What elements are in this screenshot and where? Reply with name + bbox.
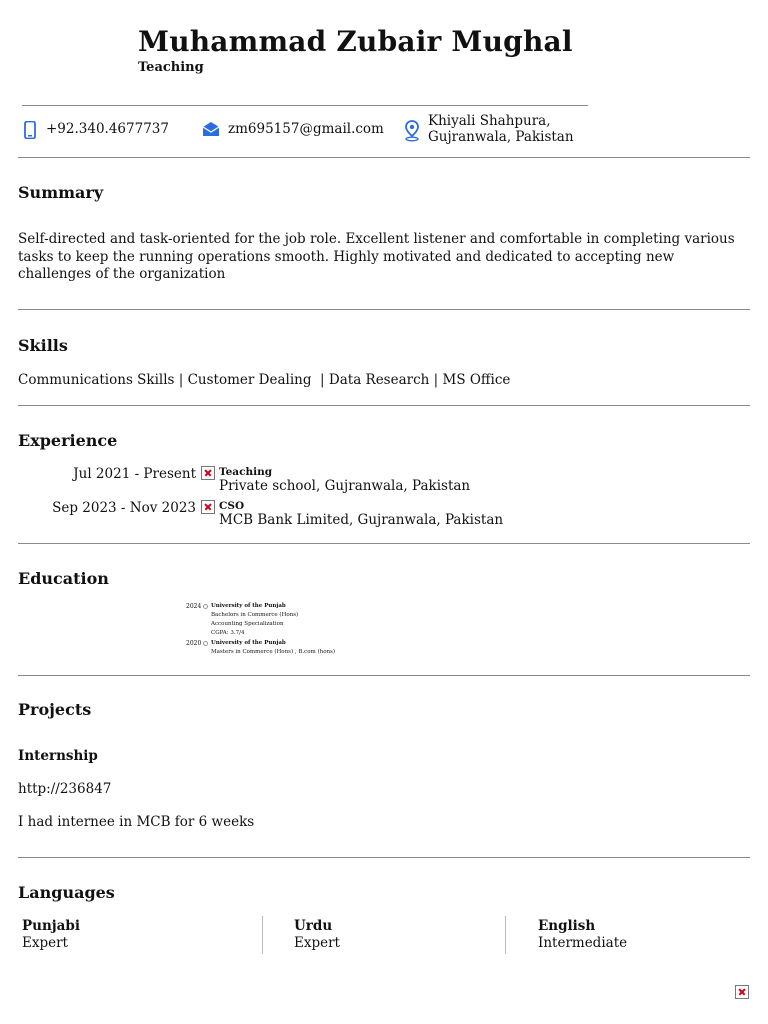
language-separator [262, 916, 263, 954]
education-details [211, 602, 298, 638]
broken-image-icon [201, 500, 215, 514]
education-divider [18, 675, 750, 676]
experience-dates: Sep 2023 - Nov 2023 [52, 500, 196, 516]
skills-divider [18, 405, 750, 406]
summary-divider [18, 309, 750, 310]
summary-text: Self-directed and task-oriented for the job role. Excellent listener and comfortable in completing various tasks to keep the running operations smooth. Highly motivated and dedicated to accepting new challenges of the organization [18, 231, 735, 282]
candidate-role: Teaching [138, 60, 204, 75]
language-separator [505, 916, 506, 954]
candidate-name: Muhammad Zubair Mughal [138, 25, 573, 58]
language-name: Punjabi [22, 918, 80, 934]
experience-heading: Experience [18, 431, 118, 450]
timeline-dot-icon [203, 604, 208, 609]
experience-divider [18, 543, 750, 544]
address-line-1: Khiyali Shahpura, [428, 113, 551, 129]
contact-address [404, 113, 574, 145]
language-level: Intermediate [538, 934, 628, 951]
phone-text: +92.340.4677737 [46, 121, 169, 137]
language-level: Expert [294, 934, 340, 951]
skills-heading: Skills [18, 336, 68, 355]
projects-divider [18, 857, 750, 858]
address-line-2: Gujranwala, Pakistan [428, 129, 574, 145]
education-details [211, 639, 335, 657]
language-item [294, 918, 340, 951]
broken-image-glyph [735, 985, 749, 999]
skills-text: Communications Skills | Customer Dealing | Data Research | MS Office [18, 372, 511, 388]
experience-item [0, 500, 520, 530]
language-level: Expert [22, 934, 68, 951]
broken-image-icon [201, 466, 215, 480]
timeline-dot-icon [203, 641, 208, 646]
resume-header [138, 26, 573, 75]
contact-row [22, 113, 752, 153]
email-text: zm695157@gmail.com [228, 121, 384, 137]
experience-title: CSO [219, 500, 245, 512]
languages-heading: Languages [18, 883, 115, 902]
experience-title: Teaching [219, 466, 273, 478]
education-institution: University of the Punjab [211, 603, 286, 609]
education-specialization: Accounting Specialization [211, 621, 284, 627]
experience-subtitle: Private school, Gujranwala, Pakistan [219, 478, 471, 494]
education-year: 2024 [186, 603, 202, 610]
education-heading: Education [18, 569, 109, 588]
language-item [538, 918, 627, 951]
project-name: Internship [18, 748, 98, 764]
phone-icon [22, 121, 38, 139]
project-description: I had internee in MCB for 6 weeks [18, 814, 255, 830]
education-degree: Bachelors in Commerce (Hons) [211, 612, 299, 618]
education-degree: Masters in Commerce (Hons) , B.com (hons) [211, 649, 336, 655]
education-cgpa: CGPA: 3.7/4 [211, 630, 245, 636]
project-link[interactable]: http://236847 [18, 781, 112, 797]
summary-heading: Summary [18, 183, 104, 202]
location-pin-icon [404, 120, 420, 142]
education-institution: University of the Punjab [211, 640, 286, 646]
language-name: English [538, 918, 596, 934]
language-name: Urdu [294, 918, 333, 934]
contact-phone[interactable] [22, 121, 169, 139]
contact-divider [18, 157, 750, 158]
experience-dates: Jul 2021 - Present [73, 466, 196, 482]
education-year: 2020 [186, 640, 202, 647]
experience-subtitle: MCB Bank Limited, Gujranwala, Pakistan [219, 512, 504, 528]
language-item [22, 918, 80, 951]
contact-email[interactable] [202, 121, 384, 137]
header-divider [22, 105, 588, 106]
envelope-icon [202, 121, 220, 137]
experience-item [0, 466, 520, 496]
projects-heading: Projects [18, 700, 92, 719]
